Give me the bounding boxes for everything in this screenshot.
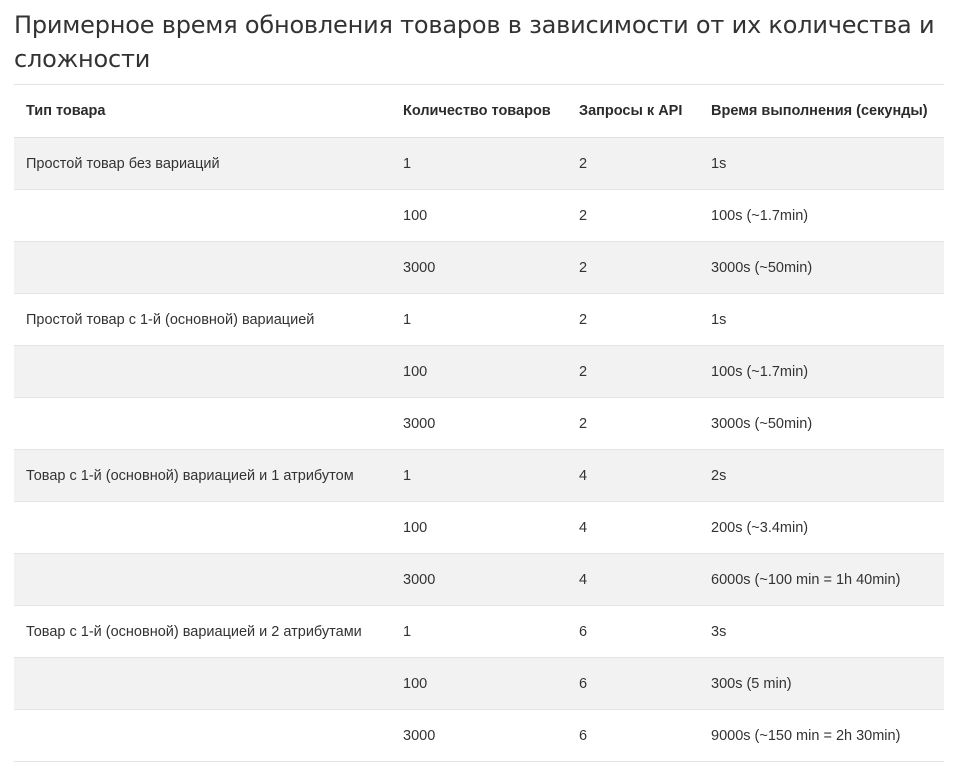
cell-product-count: 1 bbox=[391, 138, 567, 190]
cell-product-type: Простой товар с 1-й (основной) вариацией bbox=[14, 294, 391, 346]
cell-execution-time: 3s bbox=[699, 606, 944, 658]
cell-product-type bbox=[14, 710, 391, 762]
cell-api-requests: 2 bbox=[567, 294, 699, 346]
cell-api-requests: 2 bbox=[567, 242, 699, 294]
cell-product-count: 1 bbox=[391, 606, 567, 658]
cell-api-requests: 2 bbox=[567, 346, 699, 398]
cell-execution-time: 3000s (~50min) bbox=[699, 398, 944, 450]
cell-api-requests: 6 bbox=[567, 710, 699, 762]
table-row bbox=[14, 710, 944, 762]
table-row bbox=[14, 554, 944, 606]
table-row bbox=[14, 658, 944, 710]
header-product-type: Тип товара bbox=[14, 85, 391, 138]
cell-product-type bbox=[14, 398, 391, 450]
header-product-count: Количество товаров bbox=[391, 85, 567, 138]
cell-product-count: 3000 bbox=[391, 242, 567, 294]
cell-api-requests: 2 bbox=[567, 190, 699, 242]
cell-api-requests: 6 bbox=[567, 658, 699, 710]
cell-product-type bbox=[14, 346, 391, 398]
cell-product-count: 100 bbox=[391, 346, 567, 398]
table-row bbox=[14, 294, 944, 346]
table-row bbox=[14, 346, 944, 398]
cell-product-type bbox=[14, 190, 391, 242]
cell-execution-time: 6000s (~100 min = 1h 40min) bbox=[699, 554, 944, 606]
header-execution-time: Время выполнения (секунды) bbox=[699, 85, 944, 138]
cell-product-count: 100 bbox=[391, 502, 567, 554]
cell-execution-time: 2s bbox=[699, 450, 944, 502]
table-row bbox=[14, 242, 944, 294]
cell-execution-time: 3000s (~50min) bbox=[699, 242, 944, 294]
cell-product-count: 100 bbox=[391, 190, 567, 242]
cell-product-count: 1 bbox=[391, 294, 567, 346]
cell-product-count: 100 bbox=[391, 658, 567, 710]
cell-execution-time: 100s (~1.7min) bbox=[699, 346, 944, 398]
table-row bbox=[14, 450, 944, 502]
cell-api-requests: 4 bbox=[567, 554, 699, 606]
article-content bbox=[14, 0, 944, 762]
cell-execution-time: 300s (5 min) bbox=[699, 658, 944, 710]
cell-product-type bbox=[14, 554, 391, 606]
cell-product-type bbox=[14, 658, 391, 710]
cell-execution-time: 100s (~1.7min) bbox=[699, 190, 944, 242]
table-row bbox=[14, 606, 944, 658]
cell-execution-time: 200s (~3.4min) bbox=[699, 502, 944, 554]
cell-api-requests: 2 bbox=[567, 138, 699, 190]
cell-execution-time: 1s bbox=[699, 294, 944, 346]
cell-product-type: Простой товар без вариаций bbox=[14, 138, 391, 190]
cell-api-requests: 6 bbox=[567, 606, 699, 658]
cell-api-requests: 4 bbox=[567, 450, 699, 502]
table-row bbox=[14, 502, 944, 554]
update-time-table bbox=[14, 85, 944, 762]
cell-execution-time: 9000s (~150 min = 2h 30min) bbox=[699, 710, 944, 762]
table-header-row bbox=[14, 85, 944, 138]
cell-api-requests: 2 bbox=[567, 398, 699, 450]
table-row bbox=[14, 398, 944, 450]
page-title: Примерное время обновления товаров в зависимости от их количества и сложности bbox=[14, 11, 935, 73]
header-api-requests: Запросы к API bbox=[567, 85, 699, 138]
cell-product-count: 1 bbox=[391, 450, 567, 502]
table-row bbox=[14, 190, 944, 242]
cell-product-type: Товар с 1-й (основной) вариацией и 1 атрибутом bbox=[14, 450, 391, 502]
cell-product-count: 3000 bbox=[391, 554, 567, 606]
cell-product-count: 3000 bbox=[391, 398, 567, 450]
cell-product-type bbox=[14, 242, 391, 294]
cell-product-count: 3000 bbox=[391, 710, 567, 762]
cell-product-type bbox=[14, 502, 391, 554]
cell-api-requests: 4 bbox=[567, 502, 699, 554]
table-row bbox=[14, 138, 944, 190]
cell-product-type: Товар с 1-й (основной) вариацией и 2 атрибутами bbox=[14, 606, 391, 658]
cell-execution-time: 1s bbox=[699, 138, 944, 190]
